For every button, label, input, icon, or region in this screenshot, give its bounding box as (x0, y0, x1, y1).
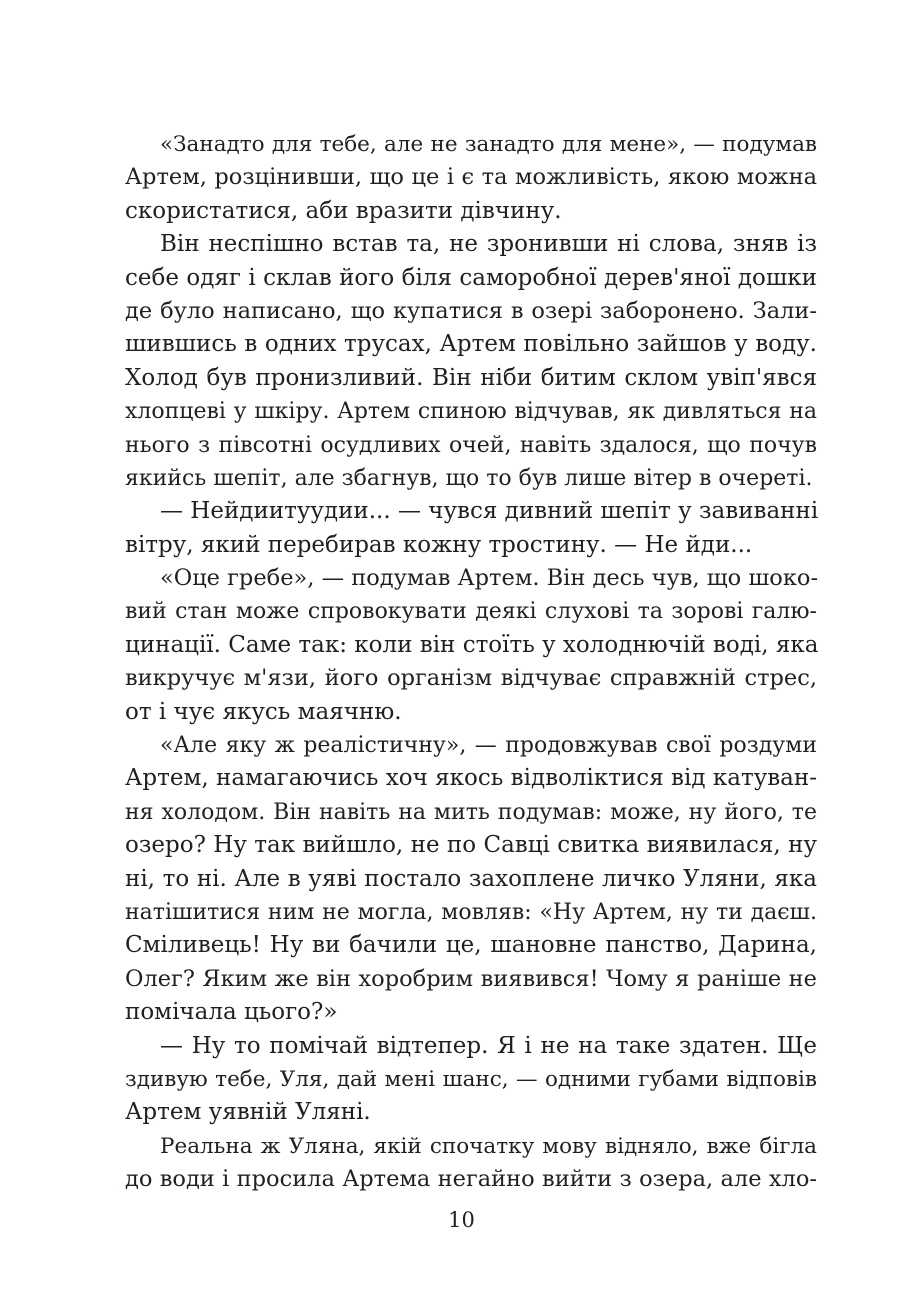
body-text (125, 128, 817, 1197)
text-line: якийсь шепіт, але збагнув, що то був лише вітер в очереті. (125, 465, 813, 491)
text-line: шившись в одних трусах, Артем повільно зайшов у воду. (125, 331, 817, 358)
text-line: вітру, який перебирав кожну тростину. — Не йди... (125, 531, 753, 558)
text-line: Він неспішно встав та, не зронивши ні слова, зняв із (160, 231, 817, 258)
text-line: Артем, розцінивши, що це і є та можливість, якою можна (125, 164, 817, 191)
text-line: Артем уявній Уляні. (125, 1099, 371, 1126)
text-line: от і чує якусь маячню. (125, 698, 402, 725)
text-line: Реальна ж Уляна, якій спочатку мову відняло, вже бігла (160, 1133, 817, 1159)
text-line: натішитися ним не могла, мовляв: «Ну Артем, ну ти даєш. (125, 899, 817, 925)
text-line: «Оце гребе», — подумав Артем. Він десь чув, що шоко- (160, 565, 819, 592)
text-line: «Але яку ж реалістичну», — продовжував свої роздуми (160, 733, 817, 759)
text-line: де було написано, що купатися в озері заборонено. Зали- (125, 297, 817, 324)
text-line: — Ну то помічай відтепер. Я і не на таке здатен. Ще (160, 1032, 817, 1059)
text-line: здивую тебе, Уля, дай мені шанс, — одними губами відповів (125, 1066, 817, 1092)
text-line: вий стан може спровокувати деякі слухові та зорові галю- (125, 599, 817, 625)
text-line: до води і просила Артема негайно вийти з озера, але хло- (125, 1166, 817, 1193)
text-line: ня холодом. Він навіть на мить подумав: може, ну його, те (125, 799, 817, 825)
text-line: помічала цього?» (125, 999, 338, 1026)
text-line: Олег? Яким же він хоробрим виявився! Чому я раніше не (125, 965, 817, 992)
text-line: Холод був пронизливий. Він ніби битим склом увіп'явся (125, 364, 817, 391)
page-number: 10 (448, 1208, 475, 1232)
text-line: хлопцеві у шкіру. Артем спиною відчував, як дивляться на (125, 399, 817, 425)
text-line: ні, то ні. Але в уяві постало захоплене личко Уляни, яка (125, 865, 817, 892)
text-line: цинації. Саме так: коли він стоїть у холоднючій воді, яка (125, 631, 819, 658)
text-line: викручує м'язи, його організм відчуває справжній стрес, (125, 665, 817, 692)
text-line: озеро? Ну так вийшло, не по Савці свитка виявилася, ну (125, 832, 817, 859)
text-line: — Нейдиитуудии... — чувся дивний шепіт у завиванні (160, 498, 819, 525)
text-line: «Занадто для тебе, але не занадто для мене», — подумав (160, 132, 817, 157)
text-line: нього з півсотні осудливих очей, навіть здалося, що почув (125, 432, 817, 458)
text-line: Сміливець! Ну ви бачили це, шановне панство, Дарина, (125, 932, 817, 959)
text-line: скористатися, аби вразити дівчину. (125, 197, 562, 224)
text-line: себе одяг і склав його біля саморобної дерев'яної дошки (125, 264, 817, 291)
text-line: Артем, намагаючись хоч якось відволіктися від катуван- (125, 765, 817, 792)
